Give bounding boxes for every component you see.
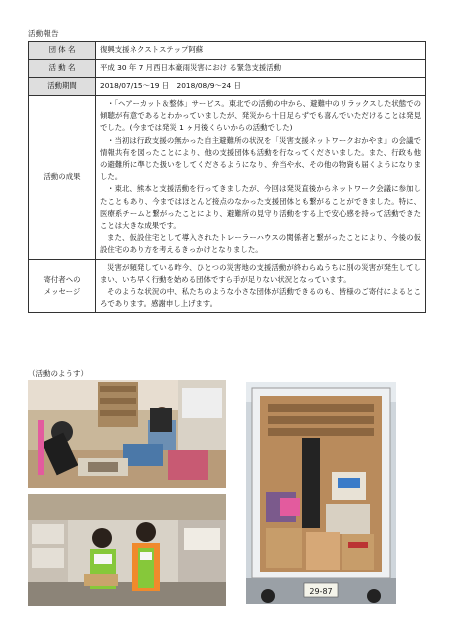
results-label: 活動の成果	[29, 96, 96, 260]
message-label-line2: メッセージ	[43, 287, 81, 297]
organization-label: 団 体 名	[29, 42, 96, 60]
message-paragraph: そのような状況の中、私たちのような小さな団体が活動できるのも、皆様のご寄付によるところであります。感謝申し上げます。	[100, 287, 421, 309]
photo-volunteers-image	[28, 494, 226, 606]
row-activity-name	[29, 60, 426, 78]
message-paragraph: 災害が頻発している昨今、ひとつの災害地の支援活動が終わらぬうちに別の災害が発生してしまい、いち早く行動を始める団体ですら手が足りない状況となっています。	[100, 262, 421, 284]
activity-name-value: 平成 30 年 7 月西日本豪雨災害におけ る緊急支援活動	[96, 60, 426, 78]
results-paragraph: ・「ヘアーカット＆整体」サービス。東北での活動の中から、避難中のリラックスした状態での傾聴が有意であるとわかっていましたが、発災から十日足らずでも喜んでいただけることは発見でした。(今までは発災 1 ヶ月後くらいからの活動でした)	[100, 99, 421, 133]
photo-haircut-service-image	[28, 380, 226, 488]
row-activity-period	[29, 78, 426, 96]
photo-supply-truck	[246, 382, 396, 604]
report-table	[28, 41, 426, 313]
license-plate-text: 29-87	[309, 587, 333, 596]
message-label-line1: 寄付者への	[43, 274, 81, 284]
results-body	[96, 96, 426, 260]
photo-haircut-service	[28, 380, 226, 488]
results-paragraph: また、仮設住宅として導入されたトレーラーハウスの関係者と繋がったことにより、今後の仮設住宅のあり方を考えるきっかけとなりました。	[100, 233, 421, 255]
activity-period-label: 活動期間	[29, 78, 96, 96]
activity-period-value: 2018/07/15～19 日 2018/08/9～24 日	[96, 78, 426, 96]
report-heading: 活動報告	[28, 29, 59, 38]
photo-volunteers	[28, 494, 226, 606]
message-body	[96, 259, 426, 313]
message-label	[29, 259, 96, 313]
photo-supply-truck-image	[246, 382, 396, 604]
activity-name-label: 活 動 名	[29, 60, 96, 78]
row-organization	[29, 42, 426, 60]
row-results	[29, 96, 426, 260]
photos-section-label: （活動のようす）	[28, 369, 88, 378]
results-paragraph: ・当初は行政支援の無かった自主避難所の状況を「災害支援ネットワークおかやま」の会議で情報共有を図ったことにより、他の支援団体も活動を行なってくださいました。また、行政も他の避難所に準じた扱いをしてくださるようになり、弁当や水、その他の物資も届くようになりました。	[100, 135, 421, 182]
results-paragraph: ・東北、熊本と支援活動を行ってきましたが、今回は発災直後からネットワーク会議に参加したこともあり、今まではほとんど接点のなかった支援団体とも繋がることができました。特に、医療系チームと繋がったことにより、避難所の見守り活動をする上で安心感を持って活動できたことは大きな成果です。	[100, 184, 421, 231]
organization-value: 復興支援ネクストステップ阿蘇	[96, 42, 426, 60]
row-message	[29, 259, 426, 313]
